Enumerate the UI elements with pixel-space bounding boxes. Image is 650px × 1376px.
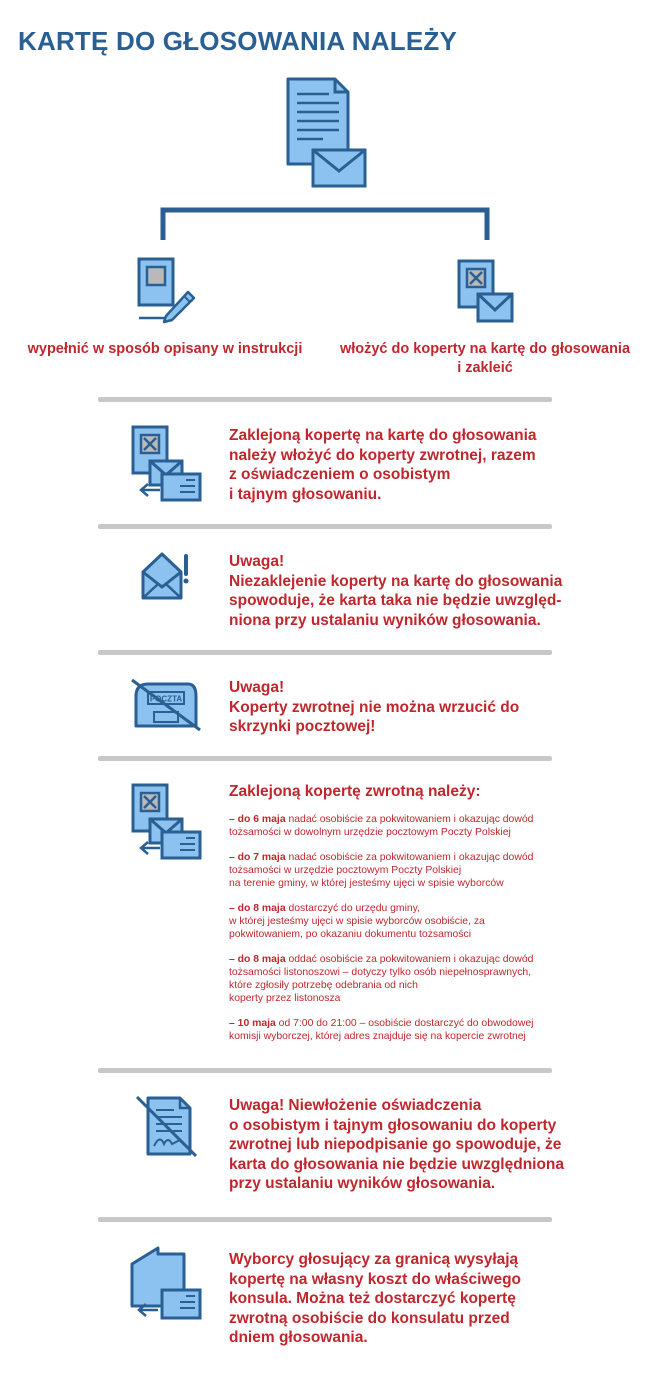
text-line: zwrotną osobiście do konsulatu przed [229, 1309, 510, 1327]
declaration-warning [229, 1096, 564, 1194]
text-line: Uwaga! [229, 553, 285, 570]
text-line: spowoduje, że karta taka nie będzie uwzględ- [229, 592, 562, 609]
deadline-date: – 10 maja [229, 1017, 276, 1029]
text-line: niona przy ustalaniu wyników głosowania. [229, 611, 541, 629]
deadline-date: – do 6 maja [229, 814, 286, 825]
step-seal-caption-line-1: włożyć do koperty na kartę do głosowania [339, 341, 631, 357]
text-line: oddać osobiście za pokwitowaniem i okazując dowód [285, 954, 534, 966]
text-line: dostarczyć do urzędu gminy, [285, 903, 420, 915]
text-line: tożsamości w urzędzie pocztowym Poczty Polskiej [229, 864, 462, 876]
crossed-declaration-icon [134, 1094, 198, 1158]
text-line: tożsamości w dowolnym urzędzie pocztowym Poczty Polskiej [229, 826, 511, 838]
return-envelope-instruction [229, 426, 537, 504]
text-line: Niezaklejenie koperty na kartę do głosowania [229, 572, 563, 590]
text-line: w której jesteśmy ujęci w spisie wyborców osobiście, za [229, 915, 485, 927]
divider [98, 397, 552, 402]
divider [98, 1217, 552, 1222]
mailbox-warning [229, 678, 519, 737]
text-line: nadać osobiście za pokwitowaniem i okazując dowód [285, 852, 534, 864]
text-line: z oświadczeniem o osobistym [229, 466, 451, 483]
text-line: nadać osobiście za pokwitowaniem i okazując dowód [285, 814, 534, 825]
document-envelope-icon [283, 76, 369, 190]
text-line: należy włożyć do koperty zwrotnej, razem [229, 446, 536, 464]
divider [98, 756, 552, 761]
text-line: Uwaga! [229, 679, 285, 696]
text-line: i tajnym głosowaniu. [229, 485, 382, 503]
text-line: komisji wyborczej, której adres znajduje się na kopercie zwrotnej [229, 1030, 526, 1042]
text-line: Uwaga! Niewłożenie oświadczenia [229, 1097, 482, 1114]
step-seal-caption-line-2: i zakleić [457, 360, 513, 376]
crossed-mailbox-icon [130, 678, 202, 732]
divider [98, 1068, 552, 1073]
text-line: o osobistym i tajnym głosowaniu do koperty [229, 1116, 557, 1134]
text-line: skrzynki pocztowej! [229, 718, 376, 735]
list-item [229, 1018, 559, 1044]
deadline-date: – do 8 maja [229, 954, 286, 966]
text-line: zwrotnej lub niepodpisanie go spowoduje, że [229, 1136, 562, 1153]
ballot-envelope-icon [456, 258, 516, 324]
text-line: na terenie gminy, w której jesteśmy ujęci w spisie wyborców [229, 877, 504, 889]
text-line: konsula. Można też dostarczyć kopertę [229, 1290, 516, 1307]
text-line: tożsamości listonoszowi – dotyczy tylko osób niepełnosprawnych, [229, 966, 532, 978]
envelope-abroad-icon [128, 1244, 204, 1324]
ballot-into-return-envelope-icon [130, 424, 204, 504]
divider [98, 650, 552, 655]
text-line: Wyborcy głosujący za granicą wysyłają [229, 1251, 519, 1268]
text-line: które zgłosiły potrzebę odebrania od nich [229, 979, 418, 991]
ballot-pen-icon [136, 256, 198, 326]
branch-connector [160, 206, 490, 242]
list-item [229, 814, 559, 840]
text-line: przy ustalaniu wyników głosowania. [229, 1175, 496, 1192]
unsealed-envelope-warning [229, 552, 562, 630]
text-line: pokwitowaniem, po okazaniu dokumentu tożsamości [229, 928, 471, 940]
text-line: kopertę na własny koszt do właściwego [229, 1270, 522, 1288]
text-line: Koperty zwrotnej nie można wrzucić do [229, 698, 520, 716]
text-line: karta do głosowania nie będzie uwzględniona [229, 1155, 565, 1173]
page-title: KARTĘ DO GŁOSOWANIA NALEŻY [18, 26, 458, 56]
list-item [229, 954, 559, 1005]
divider [98, 524, 552, 529]
delivery-options-heading: Zaklejoną kopertę zwrotną należy: [229, 783, 481, 800]
text-line: koperty przez listonosza [229, 992, 341, 1004]
list-item [229, 852, 559, 890]
delivery-options-list [229, 814, 559, 1056]
mailbox-label: POCZTA [149, 694, 183, 704]
step-fill-caption: wypełnić w sposób opisany w instrukcji [27, 341, 303, 357]
text-line: od 7:00 do 21:00 – osobiście dostarczyć do obwodowej [275, 1017, 534, 1029]
deadline-date: – do 8 maja [229, 903, 286, 915]
step-seal-caption [330, 340, 640, 378]
ballot-into-return-envelope-icon [130, 782, 204, 862]
voters-abroad-instruction [229, 1250, 521, 1348]
deadline-date: – do 7 maja [229, 852, 286, 864]
text-line: Zaklejoną kopertę na kartę do głosowania [229, 427, 537, 444]
text-line: dniem głosowania. [229, 1329, 368, 1346]
list-item [229, 903, 559, 941]
open-envelope-warning-icon [140, 550, 192, 602]
